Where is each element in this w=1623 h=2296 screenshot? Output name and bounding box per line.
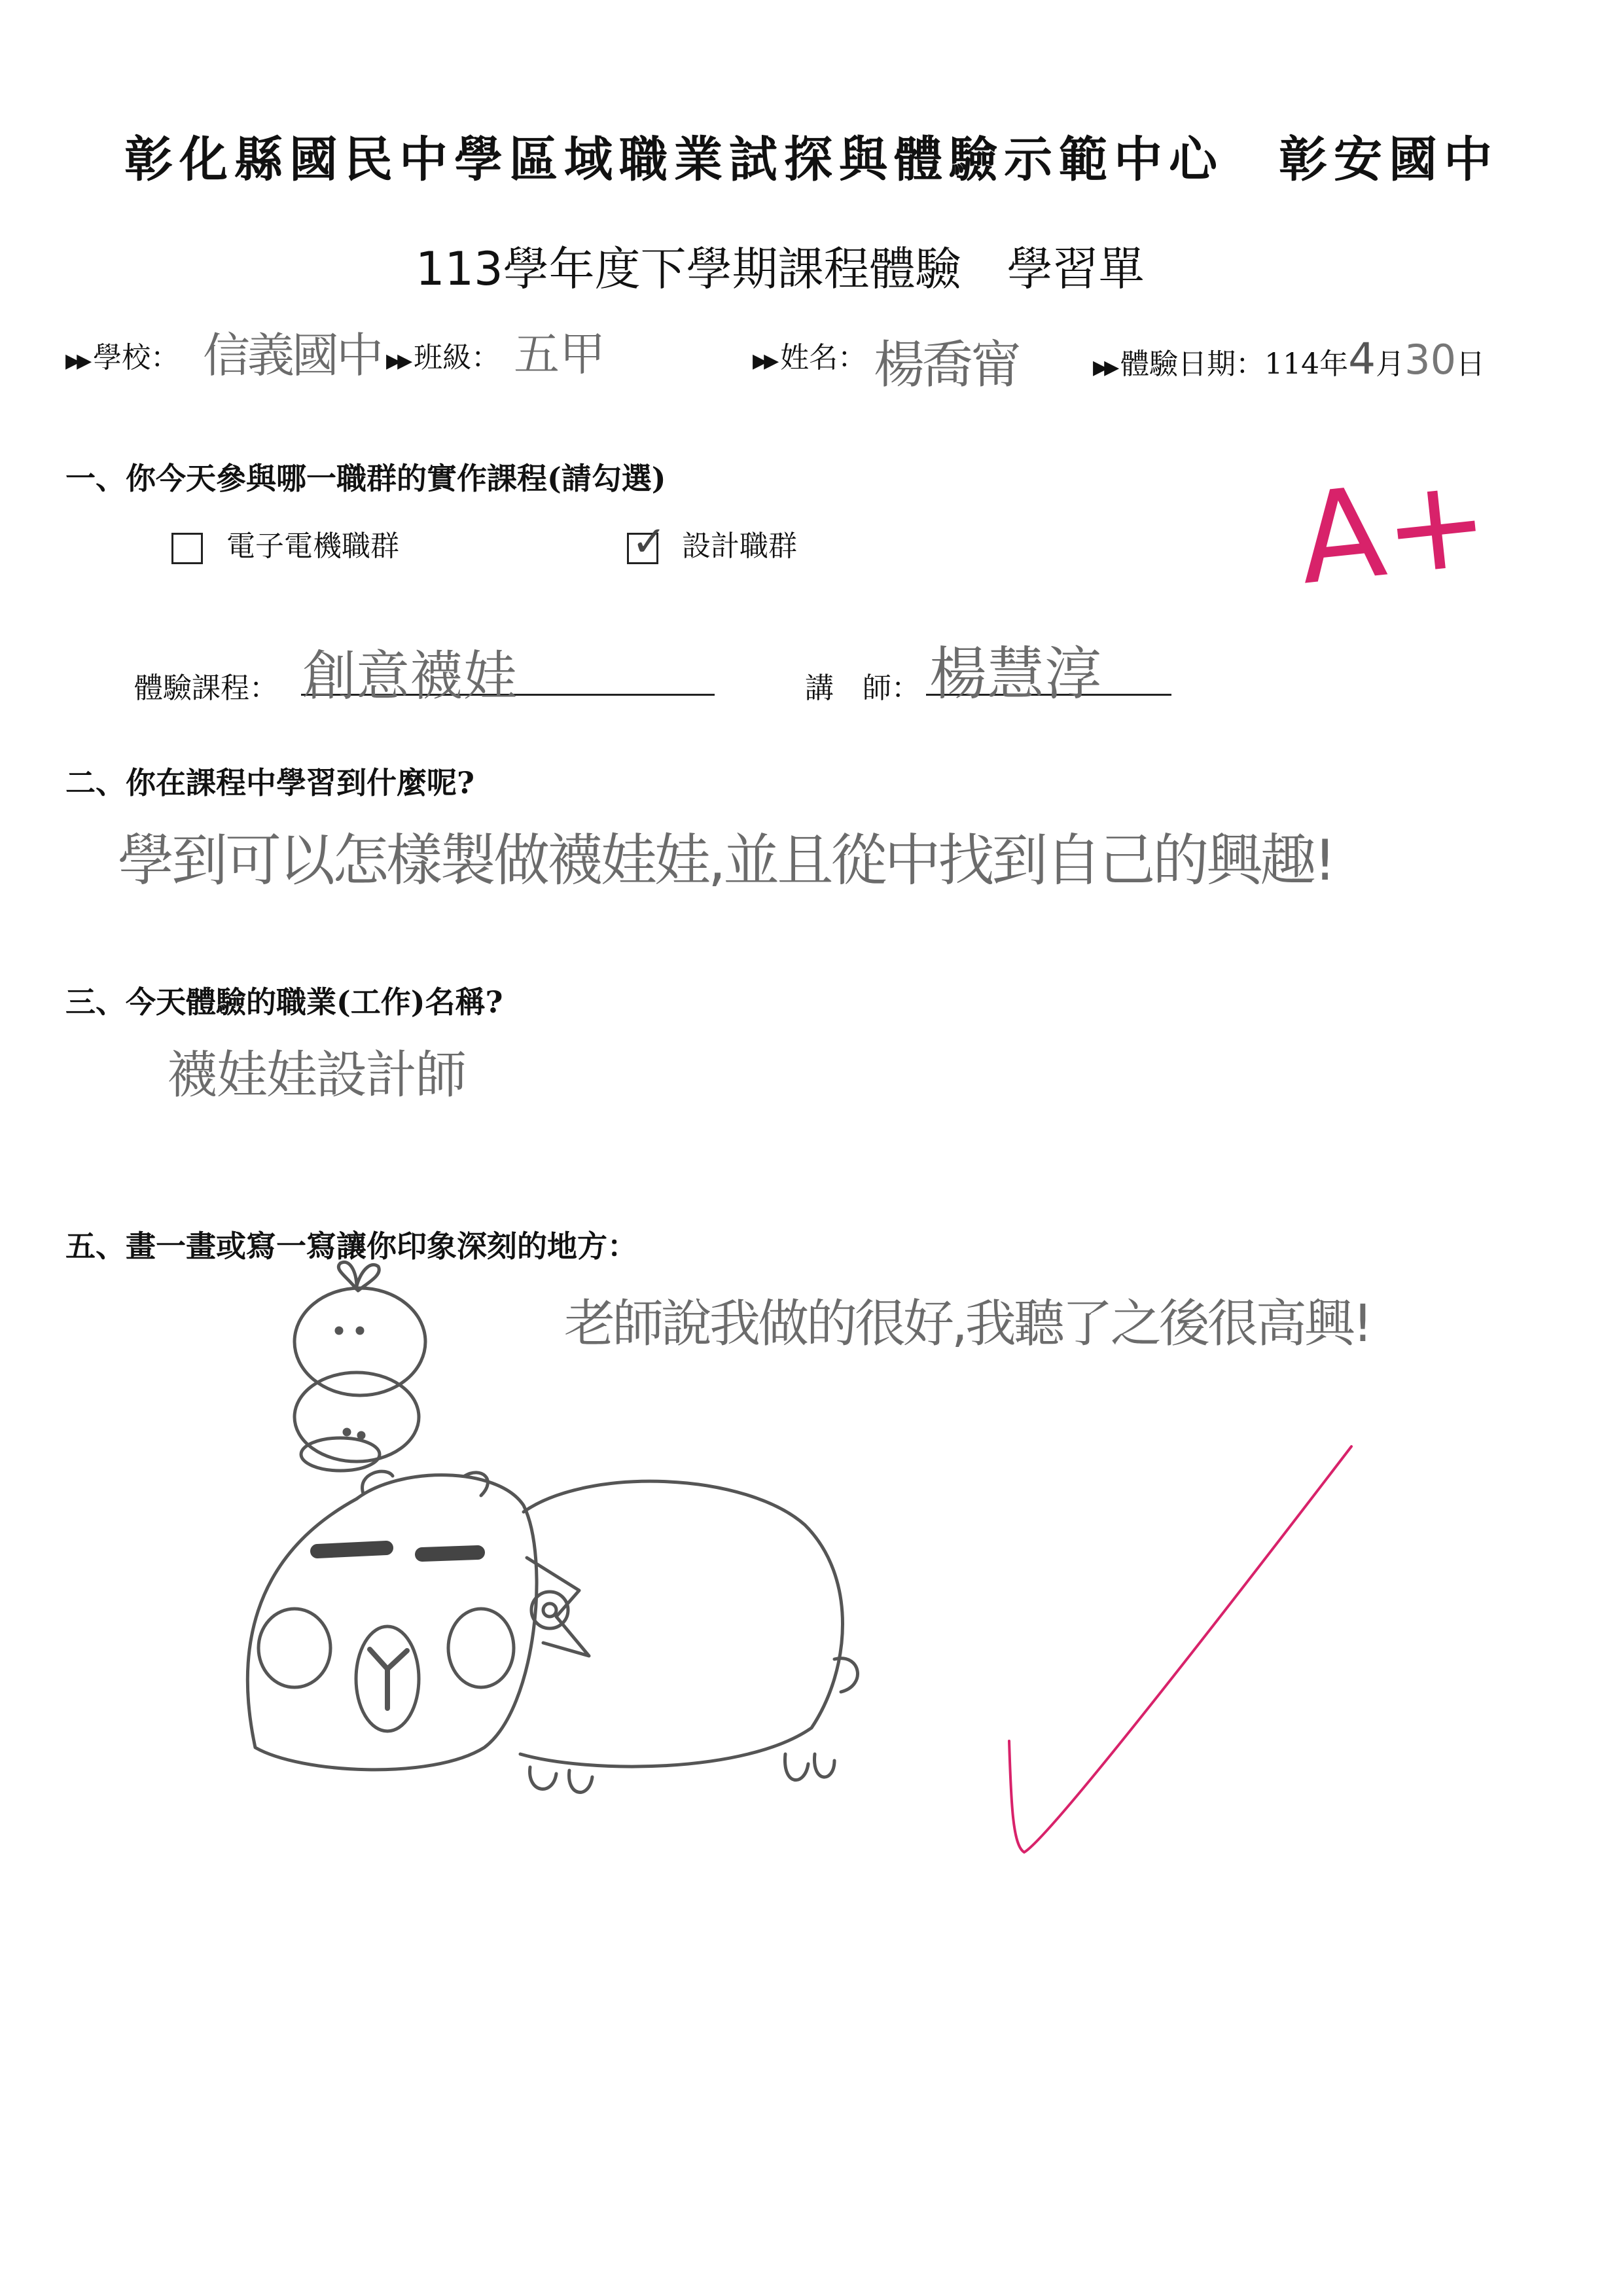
date-day-unit: 日: [1456, 348, 1486, 381]
question-5-label: 五、畫一畫或寫一寫讓你印象深刻的地方：: [65, 1229, 637, 1264]
question-3-answer: 襪娃娃設計師: [167, 1046, 466, 1105]
class-label: 班級：: [414, 341, 501, 374]
question-1-label: 一、你今天參與哪一職群的實作課程(請勾選): [65, 461, 666, 496]
question-2-answer: 學到可以怎樣製做襪娃娃,並且從中找到自己的興趣!: [118, 828, 1334, 893]
class-value: 五甲: [514, 327, 605, 381]
name-field: [753, 334, 866, 376]
date-month-unit: 月: [1376, 348, 1405, 381]
school-label: 學校：: [93, 341, 180, 374]
date-month: 4: [1348, 334, 1376, 384]
doll-body: [520, 1481, 843, 1767]
check-mark-icon: ✓: [632, 517, 667, 566]
checkbox-electrical[interactable]: [171, 533, 203, 564]
sock-doll-drawing: [223, 1250, 916, 1826]
double-arrow-icon: ▶▶: [65, 350, 88, 372]
option-design-label: 設計職群: [682, 529, 797, 563]
checkbox-design[interactable]: [627, 517, 667, 566]
red-check-mark-icon: [995, 1440, 1361, 1865]
question-5-answer: 老師說我做的很好,我聽了之後很高興!: [564, 1295, 1371, 1354]
double-arrow-icon: ▶▶: [753, 350, 776, 372]
double-arrow-icon: ▶▶: [1093, 356, 1116, 379]
big-doll-head: [247, 1475, 537, 1770]
school-value: 信義國中: [203, 328, 382, 383]
course-label: 體驗課程：: [134, 672, 278, 705]
double-arrow-icon: ▶▶: [386, 350, 409, 372]
middle-doll-head: [294, 1372, 419, 1462]
teacher-label: 講 師：: [805, 672, 920, 705]
grade-mark: A+: [1292, 448, 1495, 613]
teacher-value: 楊慧淳: [929, 640, 1103, 708]
option-electrical[interactable]: [171, 522, 399, 564]
school-field: [65, 334, 179, 376]
document-title: 彰化縣國民中學區域職業試探與體驗示範中心 彰安國中: [124, 132, 1499, 188]
date-label: 體驗日期：114年: [1120, 348, 1349, 381]
date-field: [1093, 334, 1485, 384]
top-doll-head: [294, 1288, 425, 1395]
name-label: 姓名：: [780, 341, 867, 374]
class-field: [386, 334, 500, 376]
question-2-label: 二、你在課程中學習到什麼呢?: [65, 765, 474, 800]
option-electrical-label: 電子電機職群: [226, 529, 399, 563]
sprout-icon: [338, 1262, 379, 1291]
course-value: 創意襪娃: [302, 645, 518, 708]
name-value: 楊喬甯: [874, 336, 1020, 395]
option-design[interactable]: [627, 517, 797, 566]
document-subtitle: 113學年度下學期課程體驗 學習單: [416, 242, 1145, 296]
question-3-label: 三、今天體驗的職業(工作)名稱?: [65, 984, 503, 1020]
date-day: 30: [1404, 336, 1457, 384]
